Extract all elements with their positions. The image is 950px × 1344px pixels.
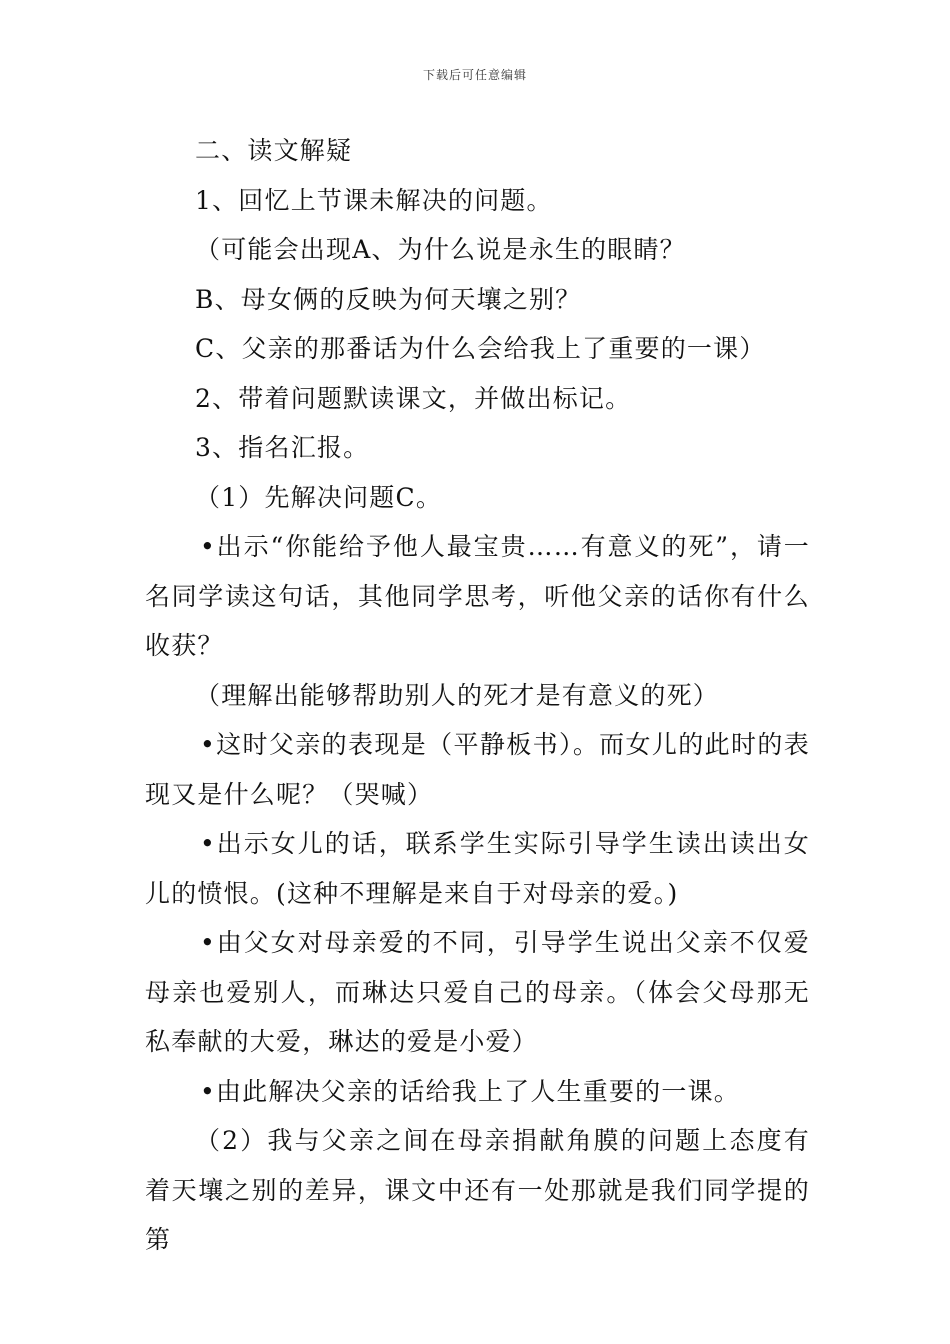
paragraph-step-3: 3、指名汇报。 xyxy=(195,433,370,462)
paragraph-step-1: 1、回忆上节课未解决的问题。 xyxy=(195,185,553,215)
paragraph-question-b: B、母女俩的反映为何天壤之别？ xyxy=(195,284,582,314)
paragraph-question-c: C、父亲的那番话为什么会给我上了重要的一课） xyxy=(195,334,766,363)
section-heading: 二、读文解疑 xyxy=(195,136,353,165)
paragraph-sub-1: （1）先解决问题C。 xyxy=(195,482,443,512)
paragraph-step-2: 2、带着问题默读课文，并做出标记。 xyxy=(195,383,632,413)
paragraph-question-a: （可能会出现A、为什么说是永生的眼睛？ xyxy=(195,235,686,264)
paragraph-understanding: （理解出能够帮助别人的死才是有意义的死） xyxy=(195,680,720,710)
paragraph-bullet-daughter: •出示女儿的话，联系学生实际引导学生读出读出女儿的愤恨。(这种不理解是来自于对母亲的爱。) xyxy=(145,829,810,908)
paragraph-sub-2: （2）我与父亲之间在母亲捐献角膜的问题上态度有着天壤之别的差异，课文中还有一处那就是我们同学提的第 xyxy=(145,1126,810,1254)
paragraph-bullet-father: •这时父亲的表现是（平静板书）。而女儿的此时的表现又是什么呢？（哭喊） xyxy=(145,730,810,809)
paragraph-bullet-love: •由父女对母亲爱的不同，引导学生说出父亲不仅爱母亲也爱别人，而琳达只爱自己的母亲。（体会父母那无私奉献的大爱，琳达的爱是小爱） xyxy=(145,928,810,1056)
paragraph-bullet-lesson: •由此解决父亲的话给我上了人生重要的一课。 xyxy=(200,1076,740,1106)
document-body xyxy=(145,126,810,1265)
page-header: 下载后可任意编辑 xyxy=(422,68,527,82)
paragraph-bullet-show-quote: •出示“你能给予他人最宝贵……有意义的死”，请一名同学读这句话，其他同学思考，听他父亲的话你有什么收获？ xyxy=(145,532,810,660)
